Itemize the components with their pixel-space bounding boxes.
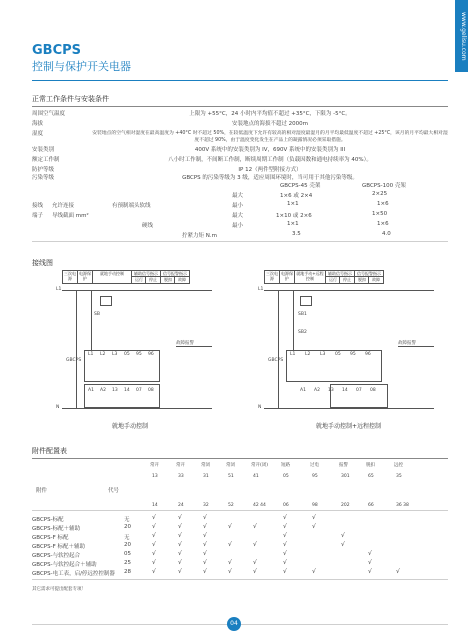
terminal-label: 07 xyxy=(356,388,362,393)
header-cell: 42 44 xyxy=(253,503,266,508)
block: 电源保护 xyxy=(77,270,93,284)
fuse-symbol xyxy=(100,296,112,306)
page-number: 04 xyxy=(227,617,241,631)
block: 脱扣 xyxy=(354,276,370,284)
header-cell: 66 xyxy=(368,503,374,508)
check-mark: √ xyxy=(341,541,345,548)
wiring-row-1 xyxy=(32,190,448,200)
terminal-label: 07 xyxy=(136,388,142,393)
check-mark: √ xyxy=(203,523,207,530)
check-mark: √ xyxy=(312,514,316,521)
header-rule xyxy=(32,510,448,511)
check-mark: √ xyxy=(203,568,207,575)
footnote: 其它需求可提出配套专项！ xyxy=(32,587,86,592)
group-label: 有预制端头软线 xyxy=(112,203,151,209)
check-mark: √ xyxy=(341,532,345,539)
terminal-label: A2 xyxy=(314,388,320,393)
check-mark: √ xyxy=(368,568,372,575)
accessory-row xyxy=(32,550,448,559)
condition-label: 湿度 xyxy=(32,131,44,137)
header-cell: 报警 xyxy=(339,463,348,468)
terminal-label: 95 xyxy=(136,352,142,357)
page-subtitle: 控制与保护开关电器 xyxy=(32,60,131,73)
bus-line xyxy=(264,408,434,409)
block: 停止 xyxy=(145,276,161,284)
check-mark: √ xyxy=(283,523,287,530)
block: 运行 xyxy=(325,276,341,284)
header-cell: 13 xyxy=(152,474,158,479)
check-mark: √ xyxy=(152,550,156,557)
accessory-code: 28 xyxy=(124,569,131,575)
condition-row xyxy=(32,154,448,164)
value: 1×1 xyxy=(287,221,299,227)
header-cell: 95 xyxy=(312,474,318,479)
check-mark: √ xyxy=(283,559,287,566)
terminal-label: A2 xyxy=(100,388,106,393)
header-cell: 脱扣 xyxy=(366,463,375,468)
condition-row xyxy=(32,144,448,154)
check-mark: √ xyxy=(152,568,156,575)
right-caption: 就地手动控制+远程控制 xyxy=(316,423,382,430)
bus-line xyxy=(62,408,212,409)
value: 1×6 或 2×4 xyxy=(280,193,313,199)
header-cell: 05 xyxy=(283,474,289,479)
block: 三次电源 xyxy=(62,270,78,284)
condition-value: GBCPS 的污染等级为 3 级，适应周围环境时，当可用于其他污染等级。 xyxy=(182,175,358,181)
n-label: N xyxy=(258,405,262,410)
check-mark: √ xyxy=(283,514,287,521)
condition-label: 周围空气温度 xyxy=(32,111,66,117)
check-mark: √ xyxy=(152,514,156,521)
header-cell: 35 xyxy=(396,474,402,479)
check-mark: √ xyxy=(203,550,207,557)
check-mark: √ xyxy=(228,559,232,566)
check-mark: √ xyxy=(228,523,232,530)
min-label: 最小 xyxy=(232,203,244,209)
accessory-row xyxy=(32,523,448,532)
header-cell: 31 xyxy=(203,474,209,479)
accessory-row xyxy=(32,514,448,523)
check-mark: √ xyxy=(312,568,316,575)
check-mark: √ xyxy=(283,541,287,548)
wiring-row-2 xyxy=(32,200,448,210)
check-mark: √ xyxy=(368,550,372,557)
check-mark: √ xyxy=(228,541,232,548)
accessory-name: GBCPS-F 标配＋辅助 xyxy=(32,544,85,550)
header-cell: 06 xyxy=(283,503,289,508)
check-mark: √ xyxy=(283,550,287,557)
col-100: GBCPS-100 壳架 xyxy=(362,183,406,189)
block: 信号报警指示 xyxy=(354,270,384,278)
check-mark: √ xyxy=(203,541,207,548)
accessory-name: GBCPS-电工表，启/停远控控制器 xyxy=(32,571,115,577)
terminal-label: L2 xyxy=(305,352,311,357)
terminal-label: 14 xyxy=(342,388,348,393)
check-mark: √ xyxy=(178,550,182,557)
condition-row xyxy=(32,108,448,118)
accessory-row xyxy=(32,559,448,568)
accessory-code: 无 xyxy=(124,535,130,541)
accessory-row xyxy=(32,541,448,550)
condition-value: 八小时工作制，不间断工作制，断续周期工作制（负载因数和通电持续率为 40%）。 xyxy=(168,157,372,163)
device-label: GBCPS xyxy=(268,358,284,363)
check-mark: √ xyxy=(203,532,207,539)
wiring-row-3 xyxy=(32,210,448,220)
value: 3.5 xyxy=(292,231,301,237)
header-rule xyxy=(32,80,448,81)
min-label: 最小 xyxy=(232,223,244,229)
condition-value: 安装地点的空气相对湿度在最高温度为 +40°C 时不超过 50%，在较低温度下允许有较高的相对湿度最湿月的月平均最低温度不超过 +25°C，该月的月平均最大相对湿度不超过 90%，由于温度变化发生在产品上的凝露情况必须采取措施。 xyxy=(92,131,448,143)
terminal-label: L1 xyxy=(88,352,94,357)
col-label: 附件 xyxy=(36,488,48,494)
accessory-name: GBCPS-标配＋辅助 xyxy=(32,526,81,532)
condition-label: 防护等级 xyxy=(32,167,55,173)
block: 辅助信号指示 xyxy=(131,270,161,278)
max-label: 最大 xyxy=(232,213,244,219)
header-cell: 常开(闭) xyxy=(251,463,269,468)
header-cell: 14 xyxy=(152,503,158,508)
check-mark: √ xyxy=(178,568,182,575)
block: 三次电源 xyxy=(264,270,280,284)
header-cell: 24 xyxy=(178,503,184,508)
condition-value: 安装地点的海拔不超过 2000m xyxy=(231,121,309,127)
block: 就地手动控制 xyxy=(92,270,132,284)
side-bar xyxy=(455,0,468,72)
terminal-label: 96 xyxy=(365,352,371,357)
check-mark: √ xyxy=(152,541,156,548)
check-mark: √ xyxy=(396,568,400,575)
accessory-row xyxy=(32,568,448,577)
block: 脱扣 xyxy=(160,276,176,284)
terminal-label: 05 xyxy=(335,352,341,357)
group-label: 硬线 xyxy=(142,223,154,229)
side-label: 允许连接 xyxy=(52,203,75,209)
block: 故障 xyxy=(368,276,384,284)
fault-alarm-label: 故障报警 xyxy=(176,341,194,346)
check-mark: √ xyxy=(253,568,257,575)
value: 1×6 xyxy=(377,201,389,207)
table-rule xyxy=(32,241,448,242)
sb-label: SB2 xyxy=(298,330,307,335)
header-cell: 32 xyxy=(203,503,209,508)
left-caption: 就地手动控制 xyxy=(112,423,149,430)
fuse-symbol xyxy=(300,296,312,306)
fault-alarm-label: 故障报警 xyxy=(398,341,416,346)
condition-value: IP 12（两件型附接方式） xyxy=(238,167,302,173)
check-mark: √ xyxy=(253,523,257,530)
terminal-label: A1 xyxy=(88,388,94,393)
side-label: 导线截面 mm² xyxy=(52,213,89,219)
terminal-label: L3 xyxy=(320,352,326,357)
check-mark: √ xyxy=(203,559,207,566)
terminal-label: 05 xyxy=(124,352,130,357)
condition-label: 安装类别 xyxy=(32,147,55,153)
block: 信号报警指示 xyxy=(160,270,190,278)
check-mark: √ xyxy=(152,532,156,539)
l-label: L1 xyxy=(56,287,62,292)
header-cell: 301 xyxy=(341,474,350,479)
accessory-name: GBCPS-与软控起合＋辅助 xyxy=(32,562,97,568)
side-label: 端子 xyxy=(32,213,44,219)
condition-label: 污染等级 xyxy=(32,175,55,181)
value: 1×6 xyxy=(377,221,389,227)
terminal-label: 95 xyxy=(350,352,356,357)
header-cell: 51 xyxy=(228,474,234,479)
accessory-name: GBCPS-与软控起合 xyxy=(32,553,81,559)
condition-row xyxy=(32,118,448,128)
header-cell: 36 38 xyxy=(396,503,409,508)
wire xyxy=(398,346,434,347)
accessory-name: GBCPS-标配 xyxy=(32,517,64,523)
terminal-label: L1 xyxy=(290,352,296,357)
header-cell: 98 xyxy=(312,503,318,508)
block: 运行 xyxy=(131,276,147,284)
header-cell: 常开 xyxy=(150,463,159,468)
header-cell: 33 xyxy=(178,474,184,479)
max-label: 最大 xyxy=(232,193,244,199)
terminal-label: 96 xyxy=(148,352,154,357)
condition-row xyxy=(32,128,448,144)
accessory-name: GBCPS-F 标配 xyxy=(32,535,69,541)
header-cell: 常开 xyxy=(176,463,185,468)
wiring-row-4 xyxy=(32,220,448,230)
check-mark: √ xyxy=(178,532,182,539)
terminal-label: 08 xyxy=(370,388,376,393)
section-rule xyxy=(32,458,448,459)
section-title-accessories: 附件配置表 xyxy=(32,447,67,455)
accessory-code: 25 xyxy=(124,560,131,566)
condition-value: 上限为 +55°C，24 小时内平均值不超过 +35°C，下限为 -5°C。 xyxy=(189,111,351,117)
accessory-code: 20 xyxy=(124,524,131,530)
block: 电源保护 xyxy=(279,270,295,284)
section-rule xyxy=(32,106,448,107)
condition-label: 海拔 xyxy=(32,121,44,127)
header-cell: 常闭 xyxy=(201,463,210,468)
sb-label: SB xyxy=(94,312,100,317)
header-cell: 常闭 xyxy=(226,463,235,468)
wire xyxy=(176,346,212,347)
accessory-code: 05 xyxy=(124,551,131,557)
check-mark: √ xyxy=(152,523,156,530)
check-mark: √ xyxy=(228,568,232,575)
section-title-conditions: 正常工作条件与安装条件 xyxy=(32,95,109,103)
value: 1×1 xyxy=(287,201,299,207)
header-cell: 过电 xyxy=(310,463,319,468)
wiring-head-row xyxy=(32,180,448,190)
terminal-label: L3 xyxy=(112,352,118,357)
check-mark: √ xyxy=(178,523,182,530)
side-label: 接线 xyxy=(32,203,44,209)
n-label: N xyxy=(56,405,60,410)
col-45: GBCPS-45 壳架 xyxy=(280,183,321,189)
section-title-wiring: 接线图 xyxy=(32,259,53,267)
torque-label: 拧紧力矩 N.m xyxy=(182,233,217,239)
header-cell: 41 xyxy=(253,474,259,479)
condition-label: 额定工作制 xyxy=(32,157,60,163)
check-mark: √ xyxy=(368,559,372,566)
condition-value: 400V 系统中的安装类别为 IV，690V 系统中的安装类别为 III xyxy=(194,147,346,153)
header-cell: 远控 xyxy=(394,463,403,468)
brand-url: www.gelisu.com xyxy=(460,11,467,61)
terminal-label: L2 xyxy=(100,352,106,357)
terminal-label: A1 xyxy=(300,388,306,393)
value: 2×25 xyxy=(372,191,388,197)
check-mark: √ xyxy=(178,514,182,521)
value: 4.0 xyxy=(382,231,391,237)
accessory-code: 20 xyxy=(124,542,131,548)
block: 故障 xyxy=(174,276,190,284)
check-mark: √ xyxy=(203,514,207,521)
page-title: GBCPS xyxy=(32,43,82,58)
value: 1×50 xyxy=(372,211,388,217)
block: 就地手动+远程控制 xyxy=(294,270,326,284)
wire xyxy=(293,290,294,350)
terminal-label: 13 xyxy=(328,388,334,393)
header-cell: 短路 xyxy=(281,463,290,468)
check-mark: √ xyxy=(283,568,287,575)
torque-row xyxy=(32,230,448,240)
check-mark: √ xyxy=(178,559,182,566)
value: 1×10 或 2×6 xyxy=(276,213,312,219)
header-cell: 202 xyxy=(341,503,350,508)
wire xyxy=(278,290,279,408)
check-mark: √ xyxy=(253,559,257,566)
wire xyxy=(76,290,77,408)
check-mark: √ xyxy=(152,559,156,566)
bus-line xyxy=(62,290,212,291)
check-mark: √ xyxy=(312,523,316,530)
terminal-label: 13 xyxy=(112,388,118,393)
bus-line xyxy=(264,290,434,291)
terminal-label: 08 xyxy=(148,388,154,393)
accessory-code: 无 xyxy=(124,517,130,523)
table-rule xyxy=(32,579,448,580)
code-label: 代号 xyxy=(108,488,120,494)
wire xyxy=(91,290,92,350)
block: 辅助信号指示 xyxy=(325,270,355,278)
sb-label: SB1 xyxy=(298,312,307,317)
l-label: L1 xyxy=(258,287,264,292)
header-cell: 65 xyxy=(368,474,374,479)
accessory-row xyxy=(32,532,448,541)
check-mark: √ xyxy=(283,532,287,539)
terminal-label: 14 xyxy=(124,388,130,393)
check-mark: √ xyxy=(178,541,182,548)
block: 停止 xyxy=(339,276,355,284)
check-mark: √ xyxy=(253,541,257,548)
device-label: GBCPS xyxy=(66,358,82,363)
header-cell: 52 xyxy=(228,503,234,508)
